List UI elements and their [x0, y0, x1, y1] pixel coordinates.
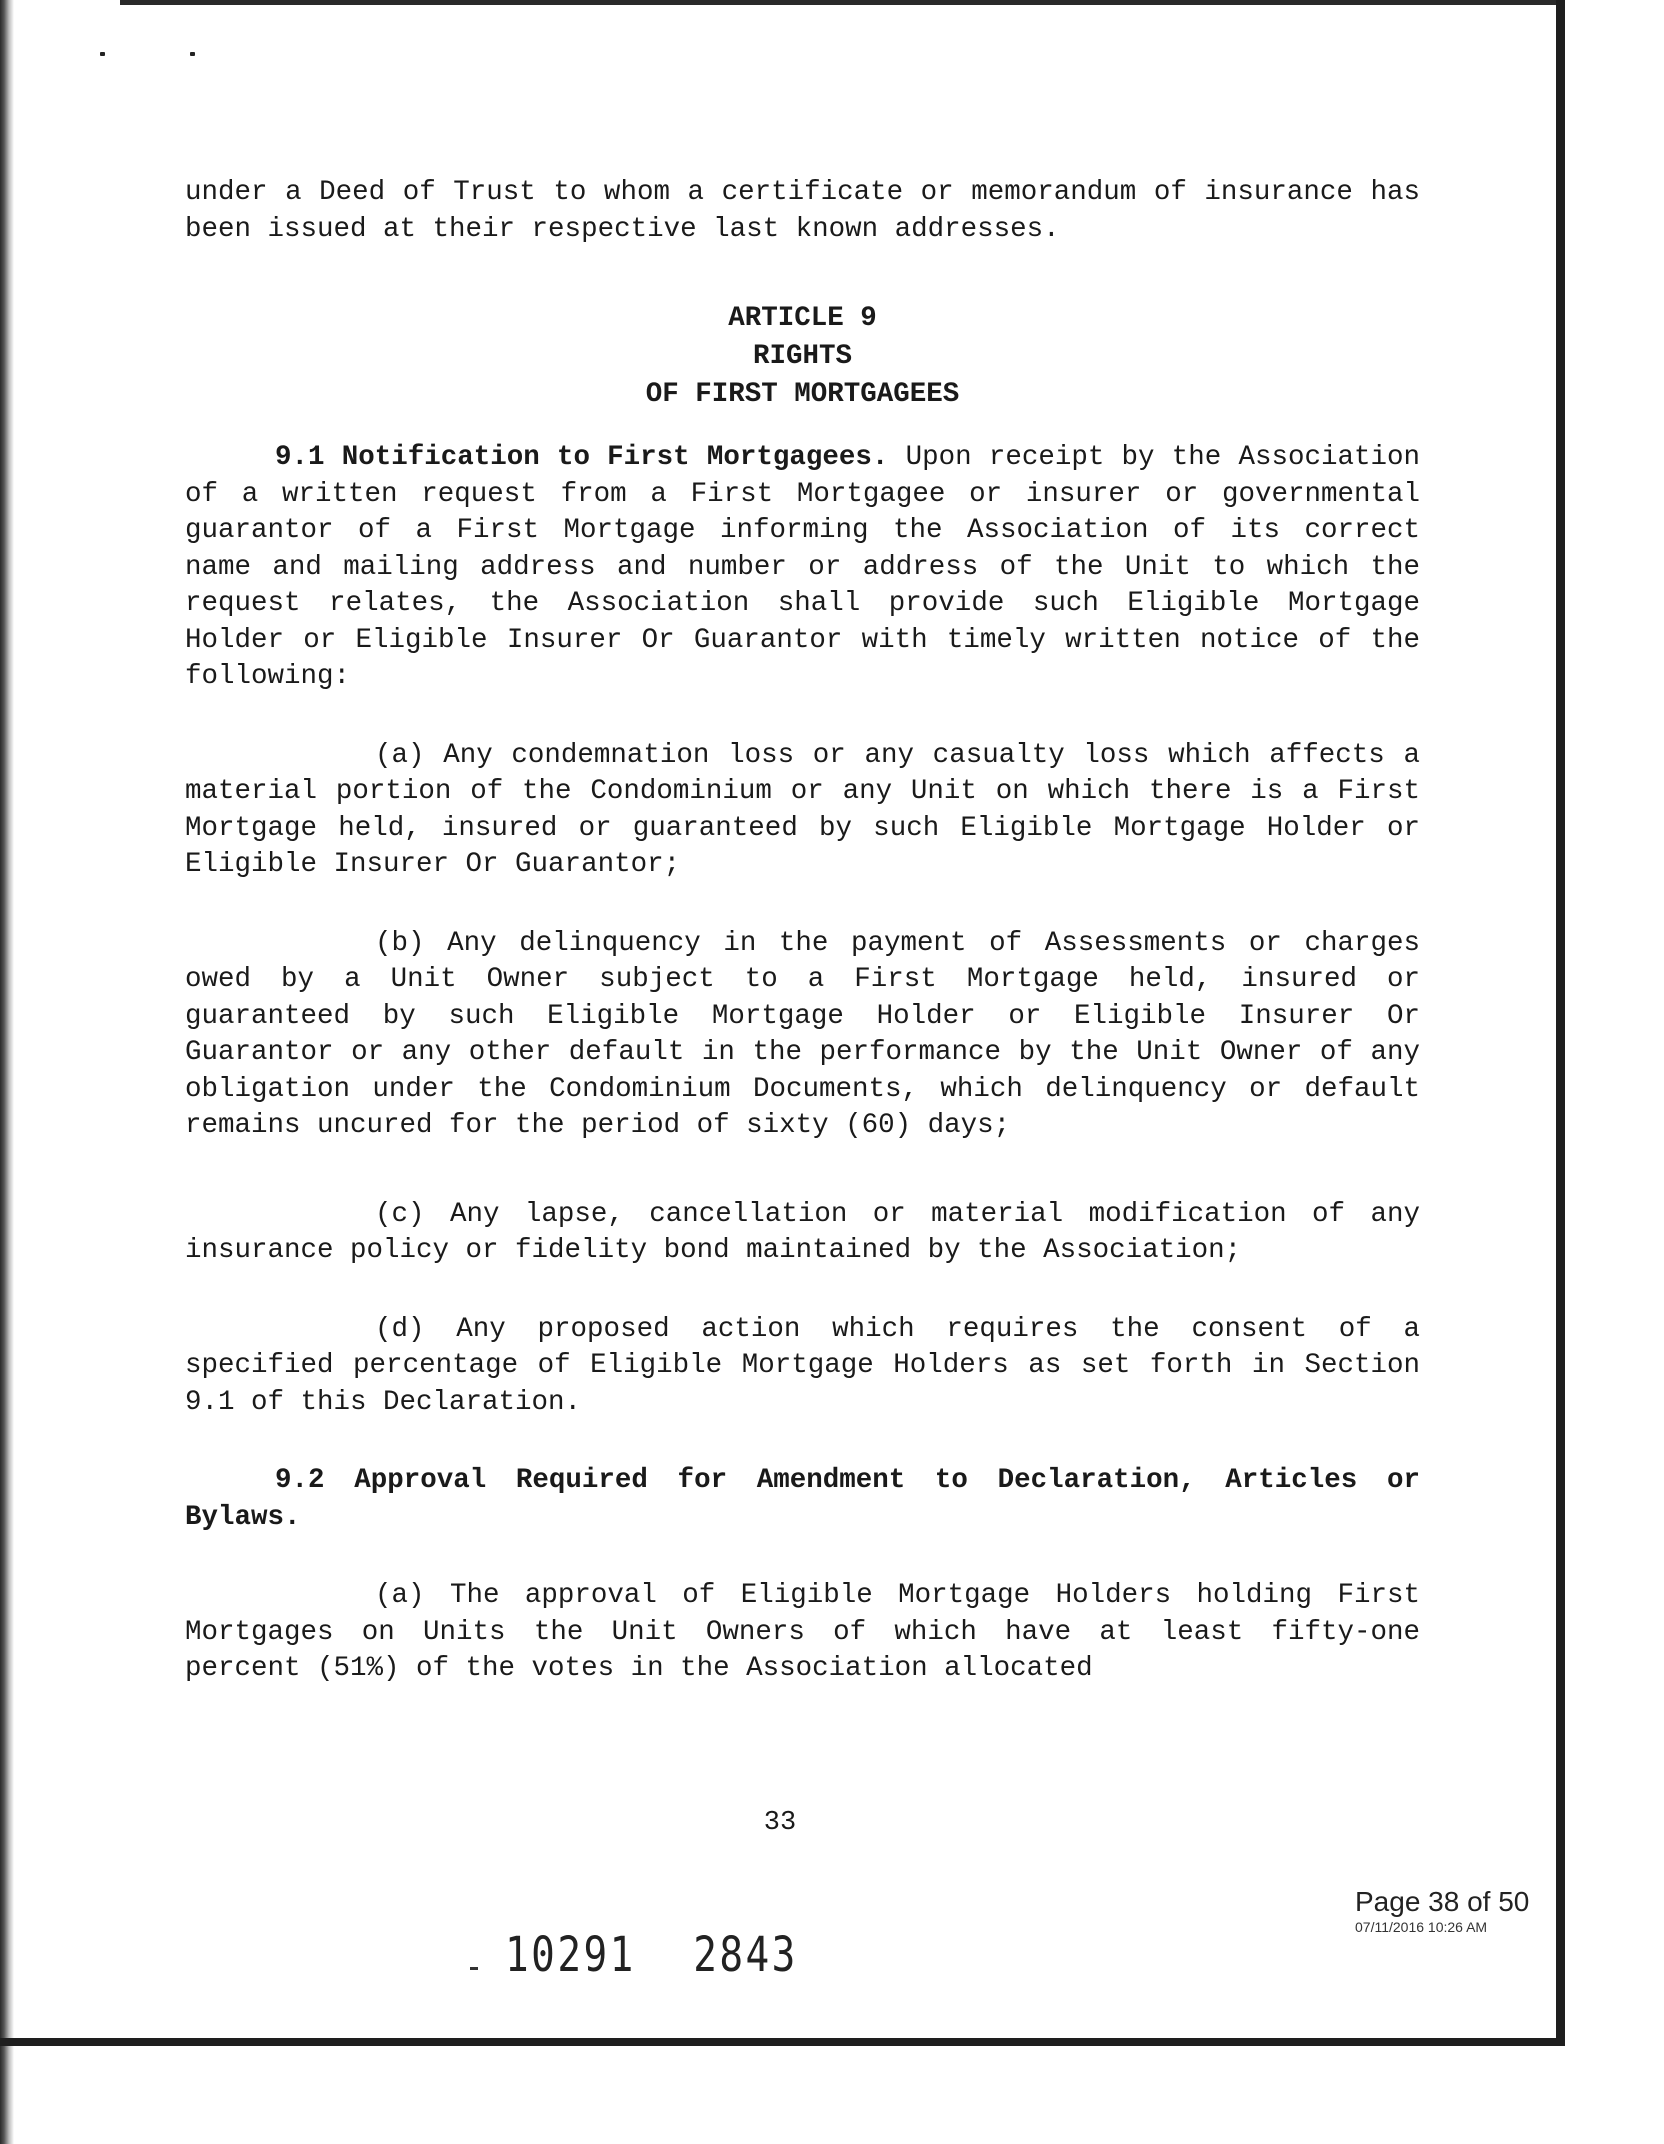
- article-title-line2: OF FIRST MORTGAGEES: [645, 379, 960, 410]
- item-text: Any delinquency in the payment of Assessments or charges owed by a Unit Owner subject to a First Mortgage held, insured or guaranteed by such Eligible Mortgage Holder or Eligible Insurer Or Guarantor or any other default in the performance by the Unit Owner of any obligation under the Condominium Documents, which delinquency or default remains uncured for the period of sixty (60) days;: [185, 927, 1420, 1141]
- item-label: (d): [375, 1313, 425, 1345]
- section-9-1-item-d: [185, 1312, 1420, 1422]
- scan-speck: [100, 52, 105, 56]
- section-9-1-heading: Notification to First Mortgagees.: [341, 442, 889, 473]
- item-text: Any condemnation loss or any casualty loss which affects a material portion of the Condominium or any Unit on which there is a First Mortgage held, insured or guaranteed by such Eligible Mortgage Holder or Eligible Insurer Or Guarantor;: [185, 739, 1420, 880]
- scan-speck: [190, 52, 195, 56]
- item-label: (a): [375, 1580, 425, 1611]
- recording-page: 2843: [693, 1927, 798, 1983]
- recording-book: 10291: [505, 1927, 636, 1983]
- document-body: [185, 175, 1420, 1688]
- scan-top-border: [120, 0, 1565, 5]
- stamp-datetime: 07/11/2016 10:26 AM: [1355, 1919, 1488, 1935]
- recording-stamp: [1355, 1886, 1529, 1936]
- section-9-1-number: 9.1: [275, 442, 325, 473]
- section-9-1-item-c: [185, 1197, 1420, 1270]
- item-text: The approval of Eligible Mortgage Holders holding First Mortgages on Units the Unit Owners of which have at least fifty-one percent (51%) of the votes in the Association allocated: [185, 1580, 1420, 1684]
- scan-right-border: [1556, 0, 1565, 2046]
- scan-bottom-border: [0, 2038, 1565, 2046]
- section-9-1-paragraph: [185, 440, 1420, 696]
- page-number: 33: [763, 1808, 797, 1838]
- stamp-page-of: Page 38 of 50: [1355, 1886, 1530, 1917]
- section-9-2-item-a: [185, 1578, 1420, 1688]
- recording-book-page: [505, 1927, 798, 1983]
- article-title-line1: RIGHTS: [752, 341, 853, 372]
- item-text: Any proposed action which requires the consent of a specified percentage of Eligible Mortgage Holders as set forth in Section 9.1 of this Declaration.: [185, 1313, 1420, 1418]
- section-9-1-item-b: [185, 926, 1420, 1145]
- item-text: Any lapse, cancellation or material modification of any insurance policy or fidelity bond maintained by the Association;: [185, 1198, 1420, 1266]
- section-9-1-body: Upon receipt by the Association of a written request from a First Mortgagee or insurer or governmental guarantor of a First Mortgage informing the Association of its correct name and mailing address and number or address of the Unit to which the request relates, the Association shall provide such Eligible Mortgage Holder or Eligible Insurer Or Guarantor with timely written notice of the following:: [185, 442, 1420, 692]
- section-9-2-heading: Approval Required for Amendment to Declaration, Articles or Bylaws.: [185, 1465, 1420, 1533]
- section-9-2-heading-paragraph: [185, 1463, 1420, 1536]
- item-label: (c): [375, 1198, 425, 1230]
- article-number: ARTICLE 9: [728, 303, 877, 334]
- item-label: (b): [375, 927, 425, 959]
- section-9-2-number: 9.2: [275, 1465, 325, 1496]
- continuation-paragraph: under a Deed of Trust to whom a certificate or memorandum of insurance has been issued at their respective last known addresses.: [185, 177, 1420, 245]
- item-label: (a): [375, 739, 425, 771]
- section-9-1-item-a: [185, 738, 1420, 884]
- scan-mark: [470, 1967, 478, 1970]
